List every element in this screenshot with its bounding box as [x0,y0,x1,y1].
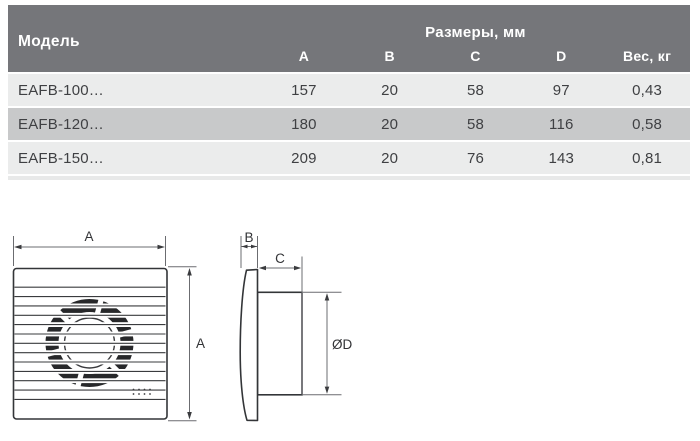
value-a: 180 [291,115,317,133]
arrowhead-left-icon [242,245,248,249]
model-name: EAFB-100… [18,81,104,99]
front-height-label: A [196,336,206,351]
dimensions-table [8,5,690,180]
value-d: 116 [549,115,574,133]
duct-length-label: C [275,251,285,266]
value-c: 76 [466,149,485,167]
column-header-d: D [556,47,567,64]
arrowhead-right-icon [294,266,301,270]
value-a: 209 [291,149,317,167]
technical-drawing [0,220,700,441]
duct-diameter-label: ØD [332,337,353,352]
arrowhead-right-icon [251,245,257,249]
dimension-height-a [168,267,197,421]
arrowhead-down-icon [187,412,192,420]
column-header-c: C [470,47,481,64]
model-name: EAFB-150… [18,149,104,167]
arrowhead-left-icon [14,245,22,250]
value-weight: 0,58 [632,115,663,133]
value-b: 20 [381,149,399,167]
arrowhead-down-icon [325,387,330,394]
table-bottom-strip [8,176,690,180]
arrowhead-up-icon [325,293,330,300]
value-d: 97 [552,81,570,99]
value-c: 58 [466,81,485,99]
column-header-a: A [298,47,310,64]
value-b: 20 [381,81,399,99]
fan-side-view [240,230,352,421]
arrowhead-up-icon [187,268,192,276]
front-panel-profile [240,270,257,421]
column-header-weight: Вес, кг [622,47,672,64]
table-row [8,74,690,106]
column-header-model: Модель [18,32,80,50]
value-weight: 0,43 [632,81,663,99]
value-b: 20 [381,115,399,133]
value-d: 143 [548,149,575,167]
arrowhead-right-icon [158,245,166,250]
column-header-b: B [384,47,395,64]
panel-thickness-label: B [244,230,254,245]
table-row [8,108,690,140]
table-header [8,5,690,72]
value-a: 157 [291,81,317,99]
front-width-label: A [84,229,94,244]
value-c: 58 [466,115,485,133]
column-group-header-sizes: Размеры, мм [425,24,526,41]
fan-duct [258,292,303,395]
value-weight: 0,81 [632,149,663,167]
fan-front-view [14,229,206,421]
arrowhead-left-icon [259,266,266,270]
table-row [8,142,690,174]
model-name: EAFB-120… [18,115,104,133]
